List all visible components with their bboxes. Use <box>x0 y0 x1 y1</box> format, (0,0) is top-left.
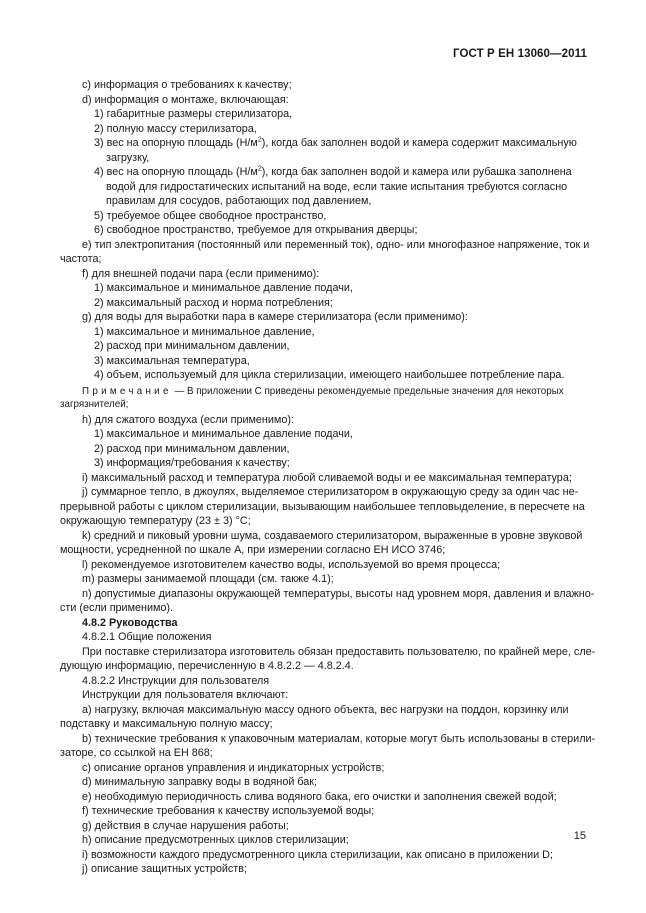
text-line: окружающую температуру (23 ± 3) °С; <box>60 515 251 527</box>
section-heading: 4.8.2 Руководства <box>82 616 178 629</box>
text-line: 1) максимальное и минимальное давление подачи, <box>94 428 353 440</box>
text-line: 3) максимальная температура, <box>94 354 250 367</box>
text-line: загрузку, <box>106 151 150 164</box>
text-line: 1) максимальное и минимальное давление, <box>94 325 315 338</box>
text-line: 2) максимальный расход и норма потребления; <box>94 296 333 309</box>
text-line: h) описание предусмотренных циклов стерилизации; <box>82 834 349 846</box>
text-line: l) рекомендуемое изготовителем качество воды, используемой во время процесса; <box>82 558 501 571</box>
note-line: загрязнителей; <box>60 398 129 410</box>
text-line: 3) информация/требования к качеству; <box>94 457 290 469</box>
text-line: d) информация о монтаже, включающая: <box>82 93 289 106</box>
note-text: — В приложении С приведены рекомендуемые предельные значения для некоторых <box>171 385 564 397</box>
text-line: подставку и максимальную полную массу; <box>60 718 273 730</box>
text-line: правилам для сосудов, работающих под давлением, <box>106 195 372 207</box>
text-line: b) технические требования к упаковочным материалам, которые могут быть использованы в стерили- <box>82 732 596 745</box>
text-line: j) описание защитных устройств; <box>82 863 247 875</box>
text-line: h) для сжатого воздуха (если применимо): <box>82 413 294 426</box>
text-line: i) максимальный расход и температура любой сливаемой воды и ее максимальная температура; <box>82 471 572 484</box>
text-line: e) тип электропитания (постоянный или переменный ток), одно- или многофазное напряжение, ток и <box>82 238 590 251</box>
text-line: g) для воды для выработки пара в камере стерилизатора (если применимо): <box>82 311 468 323</box>
subsection-heading: 4.8.2.2 Инструкции для пользователя <box>82 674 270 687</box>
text-line: a) нагрузку, включая максимальную массу одного объекта, вес нагрузки на поддон, корзинку или <box>82 703 569 716</box>
text-line: e) необходимую периодичность слива водяного бака, его очистки и заполнения свежей водой; <box>82 790 557 803</box>
text-line: f) для внешней подачи пара (если применимо): <box>82 267 320 280</box>
document-header: ГОСТ Р ЕН 13060—2011 <box>452 48 587 60</box>
text-line: c) информация о требованиях к качеству; <box>82 79 292 91</box>
text-line: 5) требуемое общее свободное пространство, <box>94 209 327 222</box>
subsection-heading: 4.8.2.1 Общие положения <box>82 631 212 643</box>
text-line: заторе, со ссылкой на ЕН 868; <box>60 747 213 759</box>
text-line: Инструкции для пользователя включают: <box>82 689 289 701</box>
text-line: 1) максимальное и минимальное давление подачи, <box>94 282 353 294</box>
text-line: i) возможности каждого предусмотренного цикла стерилизации, как описано в приложении D; <box>82 848 553 861</box>
text-line: g) действия в случае нарушения работы; <box>82 819 289 832</box>
text-line: 6) свободное пространство, требуемое для открывания дверцы; <box>94 224 418 236</box>
page-body <box>60 78 596 877</box>
note <box>60 385 588 411</box>
text-line: n) допустимые диапазоны окружающей температуры, высоты над уровнем моря, давления и влажно- <box>82 587 595 600</box>
text-line: мощности, усредненной по шкале А, при измерении согласно ЕН ИСО 3746; <box>60 544 446 556</box>
text-line: 3) вес на опорную площадь $(Н/м^2)$, когда бак заполнен водой и камера содержит максимальную <box>94 136 577 149</box>
page-number: 15 <box>573 830 586 842</box>
text-line: k) средний и пиковый уровни шума, создаваемого стерилизатором, выраженные в уровне звуковой <box>82 529 583 542</box>
text-line: 1) габаритные размеры стерилизатора, <box>94 108 293 120</box>
text-line: d) минимальную заправку воды в водяной бак; <box>82 776 318 788</box>
text-line: f) технические требования к качеству используемой воды; <box>82 805 375 817</box>
text-line: c) описание органов управления и индикаторных устройств; <box>82 761 385 774</box>
text-line: 2) полную массу стерилизатора, <box>94 122 257 135</box>
text-line: При поставке стерилизатора изготовитель обязан предоставить пользователю, по крайней мере, сле- <box>82 645 596 658</box>
text-line: прерывной работы с циклом стерилизации, вызывающим наибольшее тепловыделение, в пересчете на <box>60 500 585 513</box>
text-line: сти (если применимо). <box>60 602 174 614</box>
text-line: 4) объем, используемый для цикла стерилизации, имеющего наибольшее потребление пара. <box>94 369 565 381</box>
text-line: 4) вес на опорную площадь $(Н/м^2)$, когда бак заполнен водой и камера или рубашка заполнена <box>94 165 572 178</box>
text-line: m) размеры занимаемой площади (см. также 4.1); <box>82 573 334 585</box>
text-line: дующую информацию, перечисленную в 4.8.2.2 — 4.8.2.4. <box>60 660 354 672</box>
text-line: 2) расход при минимальном давлении, <box>94 340 290 352</box>
text-line: j) суммарное тепло, в джоулях, выделяемое стерилизатором в окружающую среду за один час не- <box>82 486 579 498</box>
text-line: водой для гидростатических испытаний на воде, если такие испытания требуются согласно <box>106 180 568 193</box>
text-line: 2) расход при минимальном давлении, <box>94 442 290 455</box>
note-label: Примечание <box>82 385 172 397</box>
text-line: частота; <box>60 253 102 265</box>
